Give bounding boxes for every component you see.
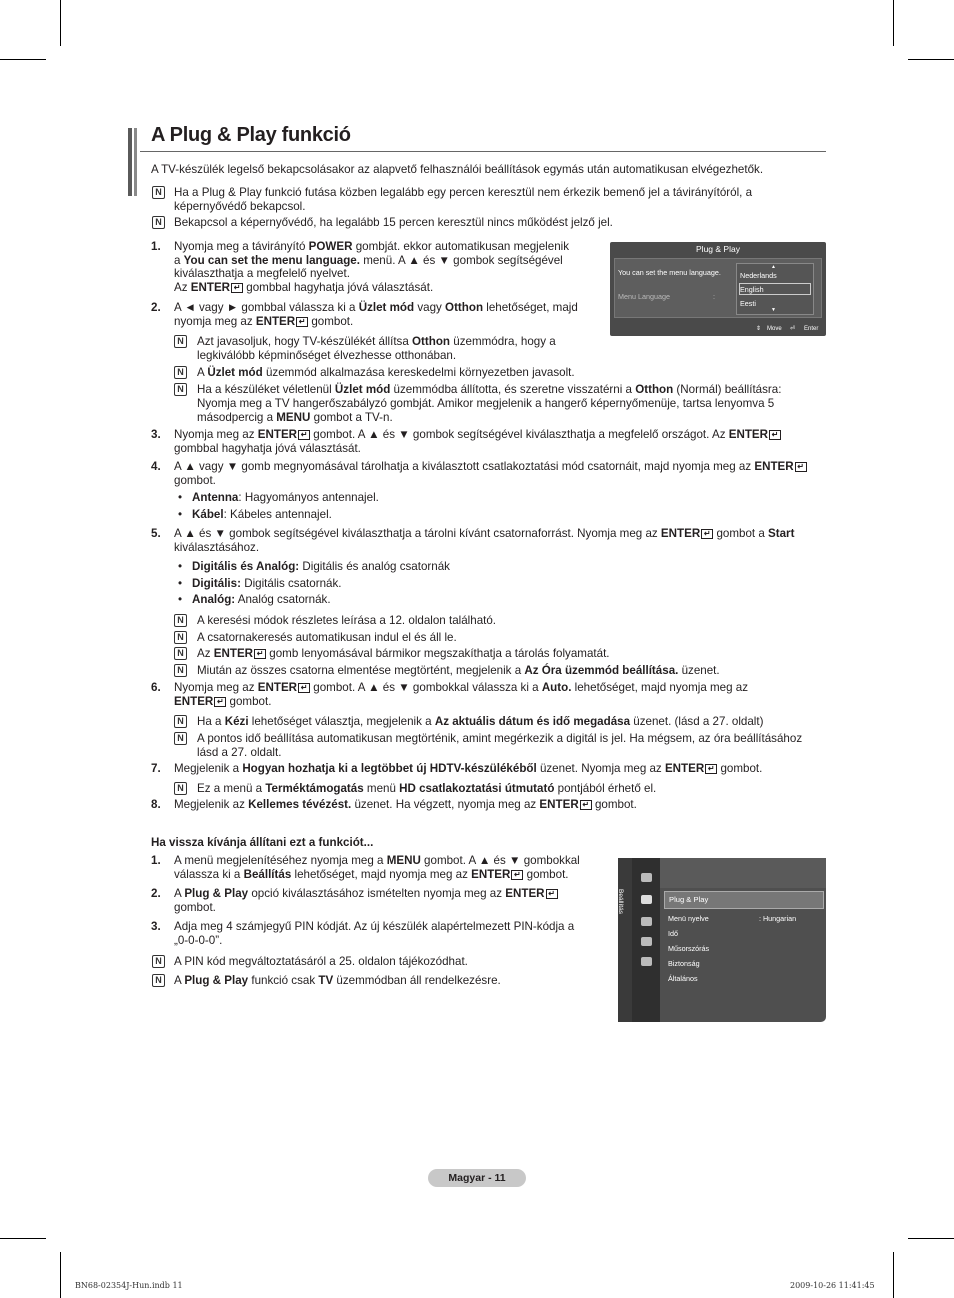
print-slug-left: BN68-02354J-Hun.indb 11 (75, 1281, 183, 1290)
setup-menu-osd (618, 858, 826, 1022)
enter-icon: ↵ (580, 800, 592, 810)
bullet-dot: • (178, 577, 183, 590)
note-icon: N (152, 186, 165, 199)
setup-icon[interactable] (641, 895, 652, 904)
step-number: 2. (151, 887, 161, 900)
menu-top-bar (660, 858, 826, 888)
osd-label: Menu Language (618, 292, 670, 301)
bullet-text: Antenna: Hagyományos antennajel. (192, 491, 379, 504)
support-icon[interactable] (641, 957, 652, 966)
step-text: Adja meg 4 számjegyű PIN kódját. Az új készülék alapértelmezett PIN-kódja a (174, 920, 575, 933)
step-text: gombot. (174, 901, 216, 914)
step-text: Nyomja meg a távirányító POWER gombját. ekkor automatikusan megjelenik (174, 240, 570, 253)
note-text: Bekapcsol a képernyővédő, ha legalább 15 percen keresztül nincs működést jelző jel. (174, 216, 613, 229)
step-text: gombot. (174, 474, 216, 487)
menu-side-label: Beállítás (616, 889, 624, 914)
enter-icon: ↵ (231, 283, 243, 293)
move-label: Move (767, 326, 782, 332)
enter-icon: ↵ (298, 683, 310, 693)
step-text: Nyomja meg az ENTER ↵ gombot. A ▲ és ▼ gombok segítségével kiválaszthatja a megfelelő országot. Az ENTER ↵ (174, 428, 781, 442)
step-text: A ◄ vagy ► gombbal válassza ki a Üzlet mód vagy Otthon lehetőséget, majd (174, 301, 578, 314)
note-text: A keresési módok részletes leírása a 12. oldalon található. (197, 614, 497, 627)
title-rule (140, 151, 826, 152)
language-option[interactable]: English (740, 285, 764, 294)
crop-mark (893, 1252, 894, 1298)
note-text: képernyővédő bekapcsol. (174, 200, 306, 213)
enter-icon: ↵ (298, 430, 310, 440)
step-text: Megjelenik az Kellemes tévézést. üzenet. Ha végzett, nyomja meg az ENTER ↵ gombot. (174, 798, 637, 811)
note-text: Az ENTER ↵ gomb lenyomásával bármikor megszakíthatja a tárolás folyamatát. (197, 647, 610, 660)
step-text: válassza ki a Beállítás lehetőséget, majd nyomja meg az ENTER ↵ gombot. (174, 868, 569, 881)
note-icon: N (174, 366, 187, 379)
application-icon[interactable] (641, 937, 652, 946)
note-text: A pontos idő beállítása automatikusan megtörténik, amint megérkezik a digitál is jel. Ha mégsem, az óra beállításához (197, 732, 803, 745)
note-text: lásd a 27. oldalt. (197, 746, 282, 759)
step-number: 2. (151, 301, 161, 314)
step-text: A Plug & Play opció kiválasztásához ismételten nyomja meg az ENTER ↵ (174, 887, 558, 901)
enter-icon: ↵ (705, 764, 717, 774)
step-text: A ▲ vagy ▼ gomb megnyomásával tárolhatja a kiválasztott csatlakoztatási mód csatornáit, majd nyomja meg az ENTER ↵ (174, 460, 807, 474)
bullet-dot: • (178, 560, 183, 573)
bullet-text: Kábel: Kábeles antennajel. (192, 508, 332, 521)
crop-mark (0, 59, 46, 60)
page-number: Magyar - 11 (448, 1172, 506, 1184)
osd-prompt: You can set the menu language. (618, 268, 721, 277)
crop-mark (60, 1252, 61, 1298)
note-text: másodpercig a MENU gombot a TV-n. (197, 411, 393, 424)
enter-icon: ↵ (511, 870, 523, 880)
page-title: A Plug & Play funkció (151, 124, 351, 146)
picture-icon[interactable] (641, 873, 652, 882)
title-accent-bar (134, 128, 137, 196)
bullet-text: Analóg: Analóg csatornák. (192, 593, 331, 606)
title-accent-bar (128, 128, 132, 196)
step-text: Az ENTER ↵ gombbal hagyhatja jóvá választását. (174, 281, 434, 294)
note-text: legkiválóbb képminőséget élvezhesse otthonában. (197, 349, 457, 362)
note-text: Ha a Kézi lehetőséget választja, megjelenik a Az aktuális dátum és idő megadása üzenet. (lásd a 27. oldalt) (197, 715, 764, 728)
step-number: 3. (151, 428, 161, 441)
step-text: A menü megjelenítéséhez nyomja meg a MENU gombot. A ▲ és ▼ gombokkal (174, 854, 580, 867)
note-icon: N (152, 974, 165, 987)
bullet-dot: • (178, 491, 183, 504)
step-number: 7. (151, 762, 161, 775)
menu-icon-column (632, 858, 660, 1022)
menu-item-general[interactable]: Általános (668, 974, 698, 983)
note-text: A PIN kód megváltoztatásáról a 25. oldalon tájékozódhat. (174, 955, 468, 968)
crop-mark (908, 59, 954, 60)
enter-icon: ↵ (254, 649, 266, 659)
step-number: 5. (151, 527, 161, 540)
menu-item-time[interactable]: Idő (668, 929, 678, 938)
menu-item-plug-and-play[interactable]: Plug & Play (669, 895, 709, 904)
step-text: A ▲ és ▼ gombok segítségével kiválaszthatja a tárolni kívánt csatornaforrást. Nyomja meg az ENTER ↵ gombot a Start (174, 527, 795, 540)
menu-item-broadcast[interactable]: Műsorszórás (668, 944, 710, 953)
note-text: Ez a menü a Terméktámogatás menü HD csatlakoztatási útmutató pontjából érhető el. (197, 782, 657, 795)
step-text: Megjelenik a Hogyan hozhatja ki a legtöbbet új HDTV-készülékéből üzenet. Nyomja meg az ENTER ↵ gombot. (174, 762, 763, 775)
print-slug-right: 2009-10-26 11:41:45 (790, 1281, 875, 1290)
enter-icon: ↵ (769, 430, 781, 440)
step-text: nyomja meg az ENTER ↵ gombot. (174, 315, 354, 328)
enter-icon: ↵ (214, 697, 226, 707)
step-text: „0-0-0-0”. (174, 934, 223, 947)
scroll-up-icon: ▲ (771, 264, 776, 270)
note-text: A csatornakeresés automatikusan indul el és áll le. (197, 631, 457, 644)
step-number: 6. (151, 681, 161, 694)
enter-icon: ↵ (546, 889, 558, 899)
step-number: 1. (151, 854, 161, 867)
bullet-text: Digitális és Analóg: Digitális és analóg csatornák (192, 560, 450, 573)
note-icon: N (152, 955, 165, 968)
note-icon: N (174, 782, 187, 795)
note-icon: N (174, 614, 187, 627)
step-text: a You can set the menu language. menü. A ▲ és ▼ gombok segítségével (174, 254, 563, 267)
enter-icon: ↵ (701, 529, 713, 539)
note-icon: N (174, 664, 187, 677)
plug-and-play-osd (610, 242, 826, 336)
step-text: kiválasztásához. (174, 541, 260, 554)
note-text: A Plug & Play funkció csak TV üzemmódban áll rendelkezésre. (174, 974, 501, 987)
osd-panel (614, 258, 822, 318)
crop-mark (893, 0, 894, 46)
note-text: A Üzlet mód üzemmód alkalmazása kereskedelmi környezetben javasolt. (197, 366, 575, 379)
input-icon[interactable] (641, 917, 652, 926)
note-text: Ha a készüléket véletlenül Üzlet mód üzemmódba állította, és szeretne visszatérni a Otthon (Normál) beállításra: (197, 383, 782, 396)
menu-item-language[interactable]: Menü nyelve (668, 914, 709, 923)
enter-label: Enter (804, 326, 819, 332)
note-icon: N (174, 732, 187, 745)
menu-item-security[interactable]: Biztonság (668, 959, 700, 968)
crop-mark (60, 0, 61, 46)
enter-icon: ↵ (296, 317, 308, 327)
step-number: 4. (151, 460, 161, 473)
scroll-down-icon: ▼ (771, 307, 776, 313)
step-text: ENTER ↵ gombot. (174, 695, 272, 708)
step-number: 8. (151, 798, 161, 811)
step-number: 3. (151, 920, 161, 933)
note-text: Miután az összes csatorna elmentése megtörtént, megjelenik a Az Óra üzemmód beállítása. üzenet. (197, 664, 720, 677)
note-text: Ha a Plug & Play funkció futása közben legalább egy percen keresztül nem érkezik bemenő jel a távirányítóról, a (174, 186, 753, 199)
note-icon: N (174, 335, 187, 348)
step-text: Nyomja meg az ENTER ↵ gombot. A ▲ és ▼ gombokkal válassza ki a Auto. lehetőséget, majd nyomja meg az (174, 681, 749, 694)
note-icon: N (174, 715, 187, 728)
osd-header: Plug & Play (696, 244, 740, 254)
step-text: gombbal hagyhatja jóvá választását. (174, 442, 361, 455)
language-option[interactable]: Eesti (740, 299, 756, 308)
osd-colon: : (713, 292, 715, 301)
step-text: kiválaszthatja a megfelelő nyelvet. (174, 267, 350, 280)
bullet-dot: • (178, 508, 183, 521)
bullet-text: Digitális: Digitális csatornák. (192, 577, 342, 590)
menu-side-strip (618, 858, 632, 1022)
move-icon: ⇕ (756, 326, 762, 332)
language-list[interactable] (736, 263, 814, 315)
enter-icon: ↵ (795, 462, 807, 472)
language-option[interactable]: Nederlands (740, 271, 777, 280)
bullet-dot: • (178, 593, 183, 606)
note-text: Azt javasoljuk, hogy TV-készülékét állítsa Otthon üzemmódra, hogy a (197, 335, 556, 348)
note-text: Nyomja meg a TV hangerőszabályzó gombját. Amikor megjelenik a hangerő képernyőmenüje, tartsa lenyomva 5 (197, 397, 775, 410)
note-icon: N (152, 216, 165, 229)
note-icon: N (174, 383, 187, 396)
note-icon: N (174, 647, 187, 660)
crop-mark (0, 1238, 46, 1239)
intro-text: A TV-készülék legelső bekapcsolásakor az alapvető felhasználói beállítások egymás után automatikusan elvégezhetők. (151, 163, 764, 176)
menu-language-value: : Hungarian (759, 914, 797, 923)
note-icon: N (174, 631, 187, 644)
enter-icon: ⏎ (790, 326, 796, 332)
crop-mark (908, 1238, 954, 1239)
step-number: 1. (151, 240, 161, 253)
section-heading: Ha vissza kívánja állítani ezt a funkciót... (151, 836, 374, 849)
